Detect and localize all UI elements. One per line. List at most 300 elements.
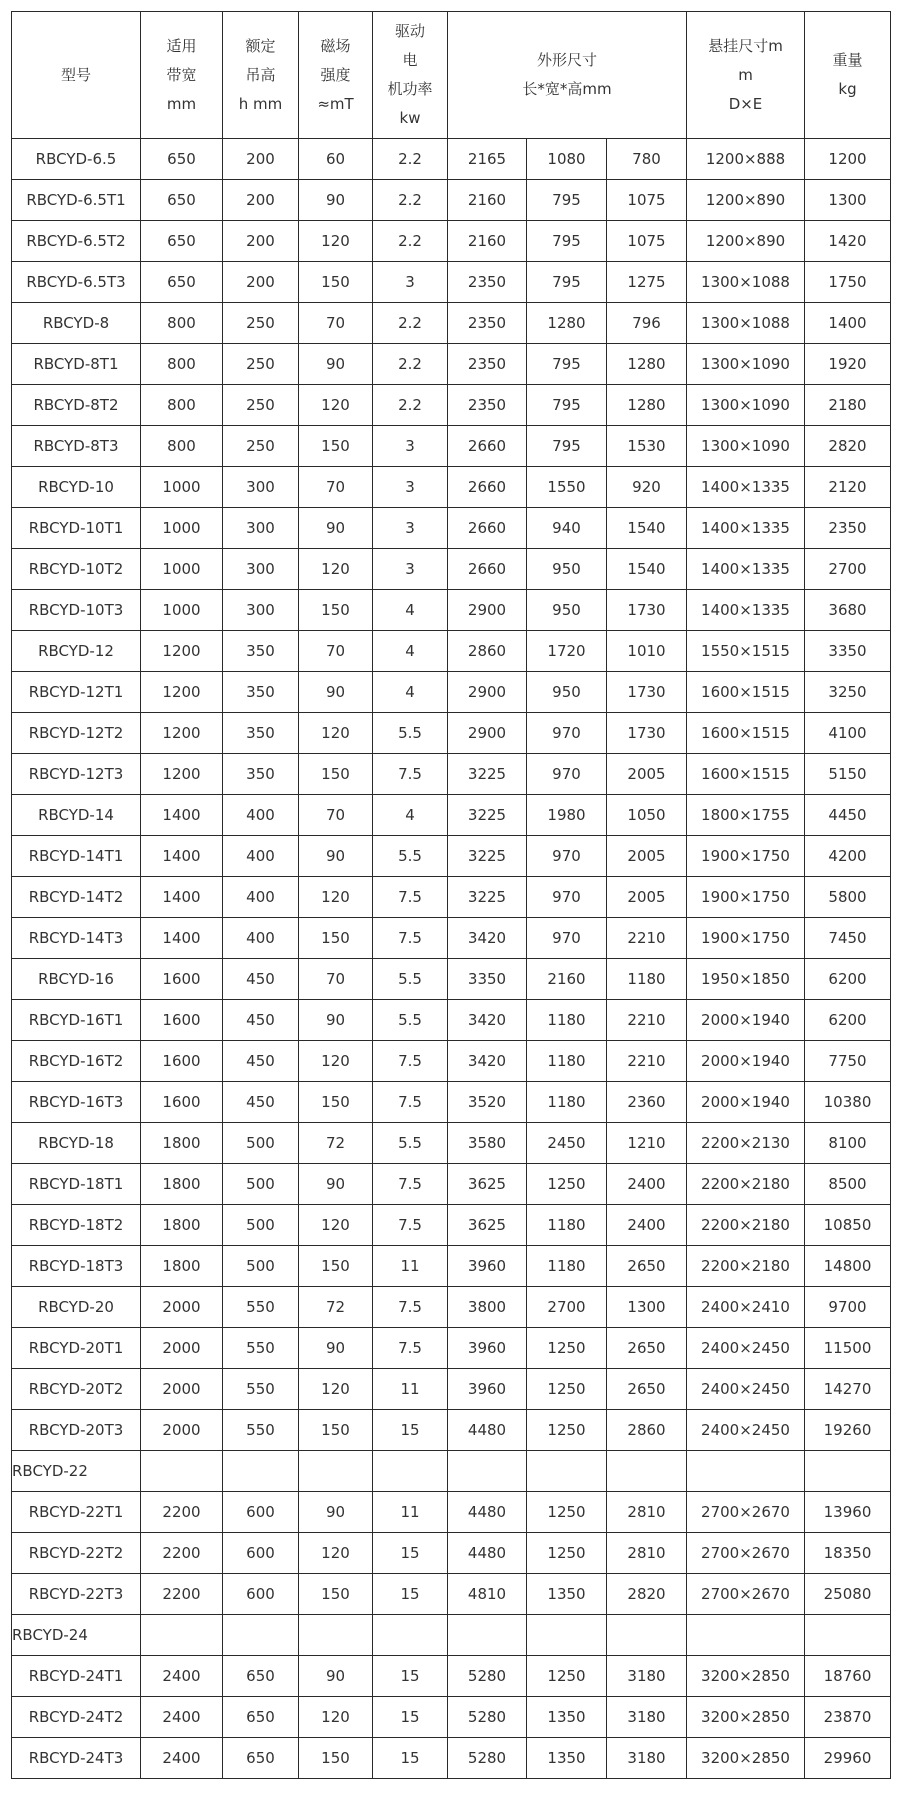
cell-field-strength: 120 [299,1041,373,1082]
cell-lift-height: 250 [223,344,299,385]
cell-field-strength: 120 [299,1369,373,1410]
cell-lift-height: 550 [223,1287,299,1328]
cell-belt-width: 1400 [141,877,223,918]
cell-width: 1250 [527,1369,607,1410]
cell-width: 1080 [527,139,607,180]
cell-suspension: 2200×2180 [687,1164,805,1205]
cell-field-strength: 120 [299,1205,373,1246]
cell-motor-power: 7.5 [373,1164,448,1205]
cell-field-strength: 70 [299,631,373,672]
cell-model: RBCYD-20 [12,1287,141,1328]
cell-height: 2650 [607,1246,687,1287]
cell-field-strength: 120 [299,385,373,426]
cell-motor-power: 2.2 [373,303,448,344]
cell-length: 3225 [448,754,527,795]
cell-model: RBCYD-10T2 [12,549,141,590]
cell-weight: 5800 [805,877,891,918]
cell-field-strength: 70 [299,303,373,344]
cell-suspension: 1400×1335 [687,549,805,590]
cell-belt-width [141,1451,223,1492]
cell-belt-width: 2200 [141,1574,223,1615]
cell-model: RBCYD-6.5T3 [12,262,141,303]
cell-length: 3520 [448,1082,527,1123]
cell-model: RBCYD-14T1 [12,836,141,877]
cell-field-strength: 150 [299,1246,373,1287]
cell-lift-height: 450 [223,1041,299,1082]
cell-belt-width: 1600 [141,1082,223,1123]
table-row [12,918,891,959]
cell-weight: 6200 [805,1000,891,1041]
cell-width: 1180 [527,1205,607,1246]
cell-length [448,1451,527,1492]
cell-belt-width: 1800 [141,1123,223,1164]
cell-field-strength: 90 [299,1656,373,1697]
cell-length: 5280 [448,1697,527,1738]
cell-weight: 11500 [805,1328,891,1369]
cell-field-strength: 72 [299,1287,373,1328]
cell-weight: 8500 [805,1164,891,1205]
cell-length: 2860 [448,631,527,672]
cell-motor-power: 4 [373,631,448,672]
cell-lift-height: 350 [223,754,299,795]
table-row [12,1369,891,1410]
cell-length: 2900 [448,713,527,754]
cell-belt-width: 650 [141,180,223,221]
cell-width: 1350 [527,1738,607,1779]
cell-model: RBCYD-24T2 [12,1697,141,1738]
cell-belt-width: 2200 [141,1533,223,1574]
cell-width: 795 [527,221,607,262]
cell-height: 1210 [607,1123,687,1164]
cell-height: 3180 [607,1697,687,1738]
cell-weight: 9700 [805,1287,891,1328]
table-row [12,1533,891,1574]
table-row [12,467,891,508]
cell-belt-width: 2000 [141,1369,223,1410]
cell-motor-power: 7.5 [373,1205,448,1246]
cell-model: RBCYD-12T3 [12,754,141,795]
cell-weight: 10850 [805,1205,891,1246]
cell-field-strength: 150 [299,262,373,303]
cell-length: 3960 [448,1369,527,1410]
cell-belt-width: 650 [141,139,223,180]
cell-belt-width: 1600 [141,1000,223,1041]
cell-height: 2005 [607,754,687,795]
cell-height: 2650 [607,1369,687,1410]
cell-lift-height: 350 [223,672,299,713]
cell-width: 795 [527,262,607,303]
cell-belt-width: 1200 [141,672,223,713]
cell-height: 2005 [607,836,687,877]
cell-motor-power: 5.5 [373,1000,448,1041]
cell-motor-power: 2.2 [373,139,448,180]
cell-field-strength: 120 [299,713,373,754]
cell-length: 3625 [448,1205,527,1246]
cell-width: 795 [527,426,607,467]
cell-model: RBCYD-18 [12,1123,141,1164]
cell-belt-width: 2400 [141,1738,223,1779]
cell-field-strength: 150 [299,1082,373,1123]
cell-motor-power: 7.5 [373,1328,448,1369]
cell-belt-width: 1200 [141,713,223,754]
cell-motor-power: 7.5 [373,1041,448,1082]
cell-lift-height: 300 [223,508,299,549]
table-row [12,754,891,795]
table-row [12,221,891,262]
cell-length: 3350 [448,959,527,1000]
cell-width: 970 [527,836,607,877]
cell-lift-height: 350 [223,631,299,672]
cell-field-strength: 150 [299,1738,373,1779]
cell-model: RBCYD-20T1 [12,1328,141,1369]
cell-height: 1180 [607,959,687,1000]
cell-weight: 5150 [805,754,891,795]
cell-weight: 3680 [805,590,891,631]
cell-weight: 14800 [805,1246,891,1287]
table-row [12,795,891,836]
cell-field-strength: 90 [299,508,373,549]
cell-width: 1250 [527,1533,607,1574]
cell-width: 940 [527,508,607,549]
cell-width: 795 [527,385,607,426]
cell-suspension: 2000×1940 [687,1041,805,1082]
cell-suspension: 2700×2670 [687,1492,805,1533]
cell-length: 3225 [448,795,527,836]
cell-motor-power: 5.5 [373,1123,448,1164]
cell-length: 4480 [448,1533,527,1574]
cell-lift-height: 650 [223,1656,299,1697]
cell-suspension: 1900×1750 [687,836,805,877]
cell-belt-width: 800 [141,385,223,426]
cell-suspension: 2400×2450 [687,1328,805,1369]
cell-length: 3580 [448,1123,527,1164]
cell-motor-power: 3 [373,508,448,549]
cell-motor-power: 15 [373,1738,448,1779]
cell-height [607,1615,687,1656]
cell-lift-height: 400 [223,918,299,959]
cell-width: 1180 [527,1000,607,1041]
cell-width: 1250 [527,1410,607,1451]
table-body [12,139,891,1779]
cell-suspension: 3200×2850 [687,1697,805,1738]
cell-field-strength: 150 [299,754,373,795]
cell-field-strength: 120 [299,1533,373,1574]
table-row [12,303,891,344]
cell-width: 1550 [527,467,607,508]
cell-length: 2165 [448,139,527,180]
cell-lift-height: 300 [223,590,299,631]
cell-height: 1530 [607,426,687,467]
cell-width: 2160 [527,959,607,1000]
cell-motor-power: 2.2 [373,180,448,221]
cell-motor-power: 7.5 [373,877,448,918]
cell-motor-power: 7.5 [373,754,448,795]
cell-lift-height: 500 [223,1246,299,1287]
cell-field-strength: 150 [299,918,373,959]
cell-height: 2210 [607,1000,687,1041]
cell-length: 4480 [448,1492,527,1533]
cell-lift-height: 200 [223,139,299,180]
cell-width: 970 [527,713,607,754]
cell-model: RBCYD-20T2 [12,1369,141,1410]
cell-height: 1280 [607,385,687,426]
cell-height: 1730 [607,713,687,754]
cell-model: RBCYD-10 [12,467,141,508]
cell-lift-height: 200 [223,180,299,221]
cell-width: 950 [527,549,607,590]
cell-motor-power: 15 [373,1533,448,1574]
cell-field-strength: 150 [299,1574,373,1615]
cell-lift-height: 300 [223,549,299,590]
cell-height: 2810 [607,1492,687,1533]
cell-suspension: 2000×1940 [687,1082,805,1123]
cell-motor-power: 4 [373,795,448,836]
table-row [12,344,891,385]
cell-weight: 18350 [805,1533,891,1574]
spec-table [11,11,891,1779]
cell-suspension: 1400×1335 [687,590,805,631]
cell-suspension: 1800×1755 [687,795,805,836]
cell-suspension: 1950×1850 [687,959,805,1000]
cell-field-strength: 60 [299,139,373,180]
table-row [12,1041,891,1082]
table-row [12,1328,891,1369]
cell-field-strength: 90 [299,672,373,713]
cell-motor-power: 5.5 [373,959,448,1000]
table-row [12,1697,891,1738]
cell-suspension: 1600×1515 [687,713,805,754]
cell-suspension: 2700×2670 [687,1533,805,1574]
cell-height: 780 [607,139,687,180]
cell-length: 3800 [448,1287,527,1328]
cell-model: RBCYD-14 [12,795,141,836]
cell-suspension: 2200×2180 [687,1246,805,1287]
cell-width [527,1451,607,1492]
cell-belt-width: 1200 [141,631,223,672]
cell-belt-width: 1800 [141,1205,223,1246]
cell-height: 2360 [607,1082,687,1123]
header-motor-power: 驱动 电 机功率 kw [373,12,448,139]
cell-lift-height: 450 [223,1082,299,1123]
cell-model: RBCYD-14T2 [12,877,141,918]
cell-model: RBCYD-18T1 [12,1164,141,1205]
cell-height: 2400 [607,1164,687,1205]
cell-motor-power [373,1615,448,1656]
table-row [12,1082,891,1123]
cell-motor-power: 2.2 [373,221,448,262]
cell-length: 3225 [448,836,527,877]
cell-lift-height: 500 [223,1164,299,1205]
cell-lift-height: 450 [223,959,299,1000]
cell-weight: 18760 [805,1656,891,1697]
cell-length: 2350 [448,344,527,385]
cell-weight: 8100 [805,1123,891,1164]
cell-belt-width: 1400 [141,836,223,877]
cell-suspension: 2400×2450 [687,1369,805,1410]
cell-weight: 7750 [805,1041,891,1082]
cell-belt-width: 650 [141,221,223,262]
table-row [12,1287,891,1328]
cell-lift-height: 650 [223,1697,299,1738]
cell-suspension: 1300×1090 [687,426,805,467]
cell-lift-height: 500 [223,1123,299,1164]
cell-weight: 29960 [805,1738,891,1779]
cell-weight: 1300 [805,180,891,221]
cell-field-strength: 150 [299,426,373,467]
cell-weight: 4100 [805,713,891,754]
cell-suspension: 1300×1090 [687,385,805,426]
cell-height: 3180 [607,1656,687,1697]
cell-weight: 4200 [805,836,891,877]
cell-field-strength: 120 [299,221,373,262]
cell-width: 1250 [527,1656,607,1697]
cell-weight: 10380 [805,1082,891,1123]
cell-width: 1350 [527,1697,607,1738]
cell-model: RBCYD-8T1 [12,344,141,385]
cell-height: 2400 [607,1205,687,1246]
cell-suspension: 1900×1750 [687,877,805,918]
cell-height: 2210 [607,918,687,959]
table-row [12,1738,891,1779]
cell-height: 1075 [607,180,687,221]
cell-length: 2660 [448,508,527,549]
cell-model: RBCYD-8T3 [12,426,141,467]
cell-model: RBCYD-14T3 [12,918,141,959]
cell-field-strength: 90 [299,1164,373,1205]
cell-length: 2660 [448,426,527,467]
cell-width: 2700 [527,1287,607,1328]
cell-height: 2820 [607,1574,687,1615]
cell-width: 1180 [527,1041,607,1082]
cell-height: 2650 [607,1328,687,1369]
cell-width: 1250 [527,1164,607,1205]
cell-belt-width: 1600 [141,959,223,1000]
cell-height: 2005 [607,877,687,918]
cell-belt-width: 800 [141,303,223,344]
cell-height: 1075 [607,221,687,262]
cell-belt-width: 1000 [141,508,223,549]
cell-weight: 2120 [805,467,891,508]
cell-suspension: 2000×1940 [687,1000,805,1041]
cell-lift-height: 300 [223,467,299,508]
cell-suspension: 1600×1515 [687,754,805,795]
cell-height [607,1451,687,1492]
table-row [12,713,891,754]
header-field-strength: 磁场 强度 ≈mT [299,12,373,139]
cell-model: RBCYD-18T2 [12,1205,141,1246]
cell-height: 796 [607,303,687,344]
cell-field-strength: 90 [299,836,373,877]
cell-weight: 23870 [805,1697,891,1738]
cell-weight: 13960 [805,1492,891,1533]
cell-width: 1350 [527,1574,607,1615]
cell-motor-power: 5.5 [373,836,448,877]
cell-model: RBCYD-22T1 [12,1492,141,1533]
cell-suspension [687,1615,805,1656]
cell-width: 970 [527,877,607,918]
cell-field-strength: 72 [299,1123,373,1164]
header-model: 型号 [12,12,141,139]
cell-weight: 2180 [805,385,891,426]
cell-belt-width: 1000 [141,590,223,631]
cell-suspension: 2700×2670 [687,1574,805,1615]
cell-length: 2900 [448,672,527,713]
cell-motor-power: 11 [373,1492,448,1533]
cell-length: 2160 [448,221,527,262]
cell-model: RBCYD-6.5T2 [12,221,141,262]
cell-width: 1180 [527,1082,607,1123]
header-suspension: 悬挂尺寸m m D×E [687,12,805,139]
cell-belt-width: 1800 [141,1164,223,1205]
cell-weight: 1420 [805,221,891,262]
cell-width: 970 [527,754,607,795]
cell-suspension: 3200×2850 [687,1656,805,1697]
cell-height: 1540 [607,508,687,549]
cell-belt-width: 650 [141,262,223,303]
cell-weight: 4450 [805,795,891,836]
table-row [12,1574,891,1615]
cell-lift-height: 250 [223,426,299,467]
cell-height: 1730 [607,672,687,713]
cell-belt-width: 2200 [141,1492,223,1533]
table-row [12,139,891,180]
table-row [12,836,891,877]
cell-length: 3420 [448,1000,527,1041]
cell-lift-height: 400 [223,795,299,836]
cell-weight: 1750 [805,262,891,303]
cell-lift-height: 400 [223,836,299,877]
cell-height: 1540 [607,549,687,590]
cell-belt-width: 2000 [141,1328,223,1369]
cell-suspension: 1200×890 [687,221,805,262]
cell-model: RBCYD-22T3 [12,1574,141,1615]
table-row [12,262,891,303]
cell-suspension: 1300×1090 [687,344,805,385]
cell-lift-height: 200 [223,262,299,303]
cell-weight: 3250 [805,672,891,713]
cell-height: 3180 [607,1738,687,1779]
cell-motor-power: 7.5 [373,1082,448,1123]
cell-width: 950 [527,672,607,713]
cell-motor-power: 15 [373,1697,448,1738]
cell-length: 3960 [448,1328,527,1369]
cell-length: 3420 [448,918,527,959]
cell-weight: 1920 [805,344,891,385]
table-row [12,1164,891,1205]
cell-model: RBCYD-18T3 [12,1246,141,1287]
cell-suspension: 1600×1515 [687,672,805,713]
cell-model: RBCYD-12T2 [12,713,141,754]
table-row [12,1410,891,1451]
cell-suspension: 1400×1335 [687,467,805,508]
cell-weight: 2820 [805,426,891,467]
cell-height: 1730 [607,590,687,631]
cell-suspension [687,1451,805,1492]
cell-weight: 19260 [805,1410,891,1451]
cell-lift-height: 550 [223,1369,299,1410]
cell-belt-width: 800 [141,344,223,385]
cell-width: 1250 [527,1492,607,1533]
cell-width: 1720 [527,631,607,672]
cell-weight: 1400 [805,303,891,344]
cell-model: RBCYD-24T1 [12,1656,141,1697]
cell-model: RBCYD-24T3 [12,1738,141,1779]
cell-width [527,1615,607,1656]
cell-model: RBCYD-10T3 [12,590,141,631]
cell-model: RBCYD-8 [12,303,141,344]
cell-weight [805,1451,891,1492]
cell-belt-width: 800 [141,426,223,467]
